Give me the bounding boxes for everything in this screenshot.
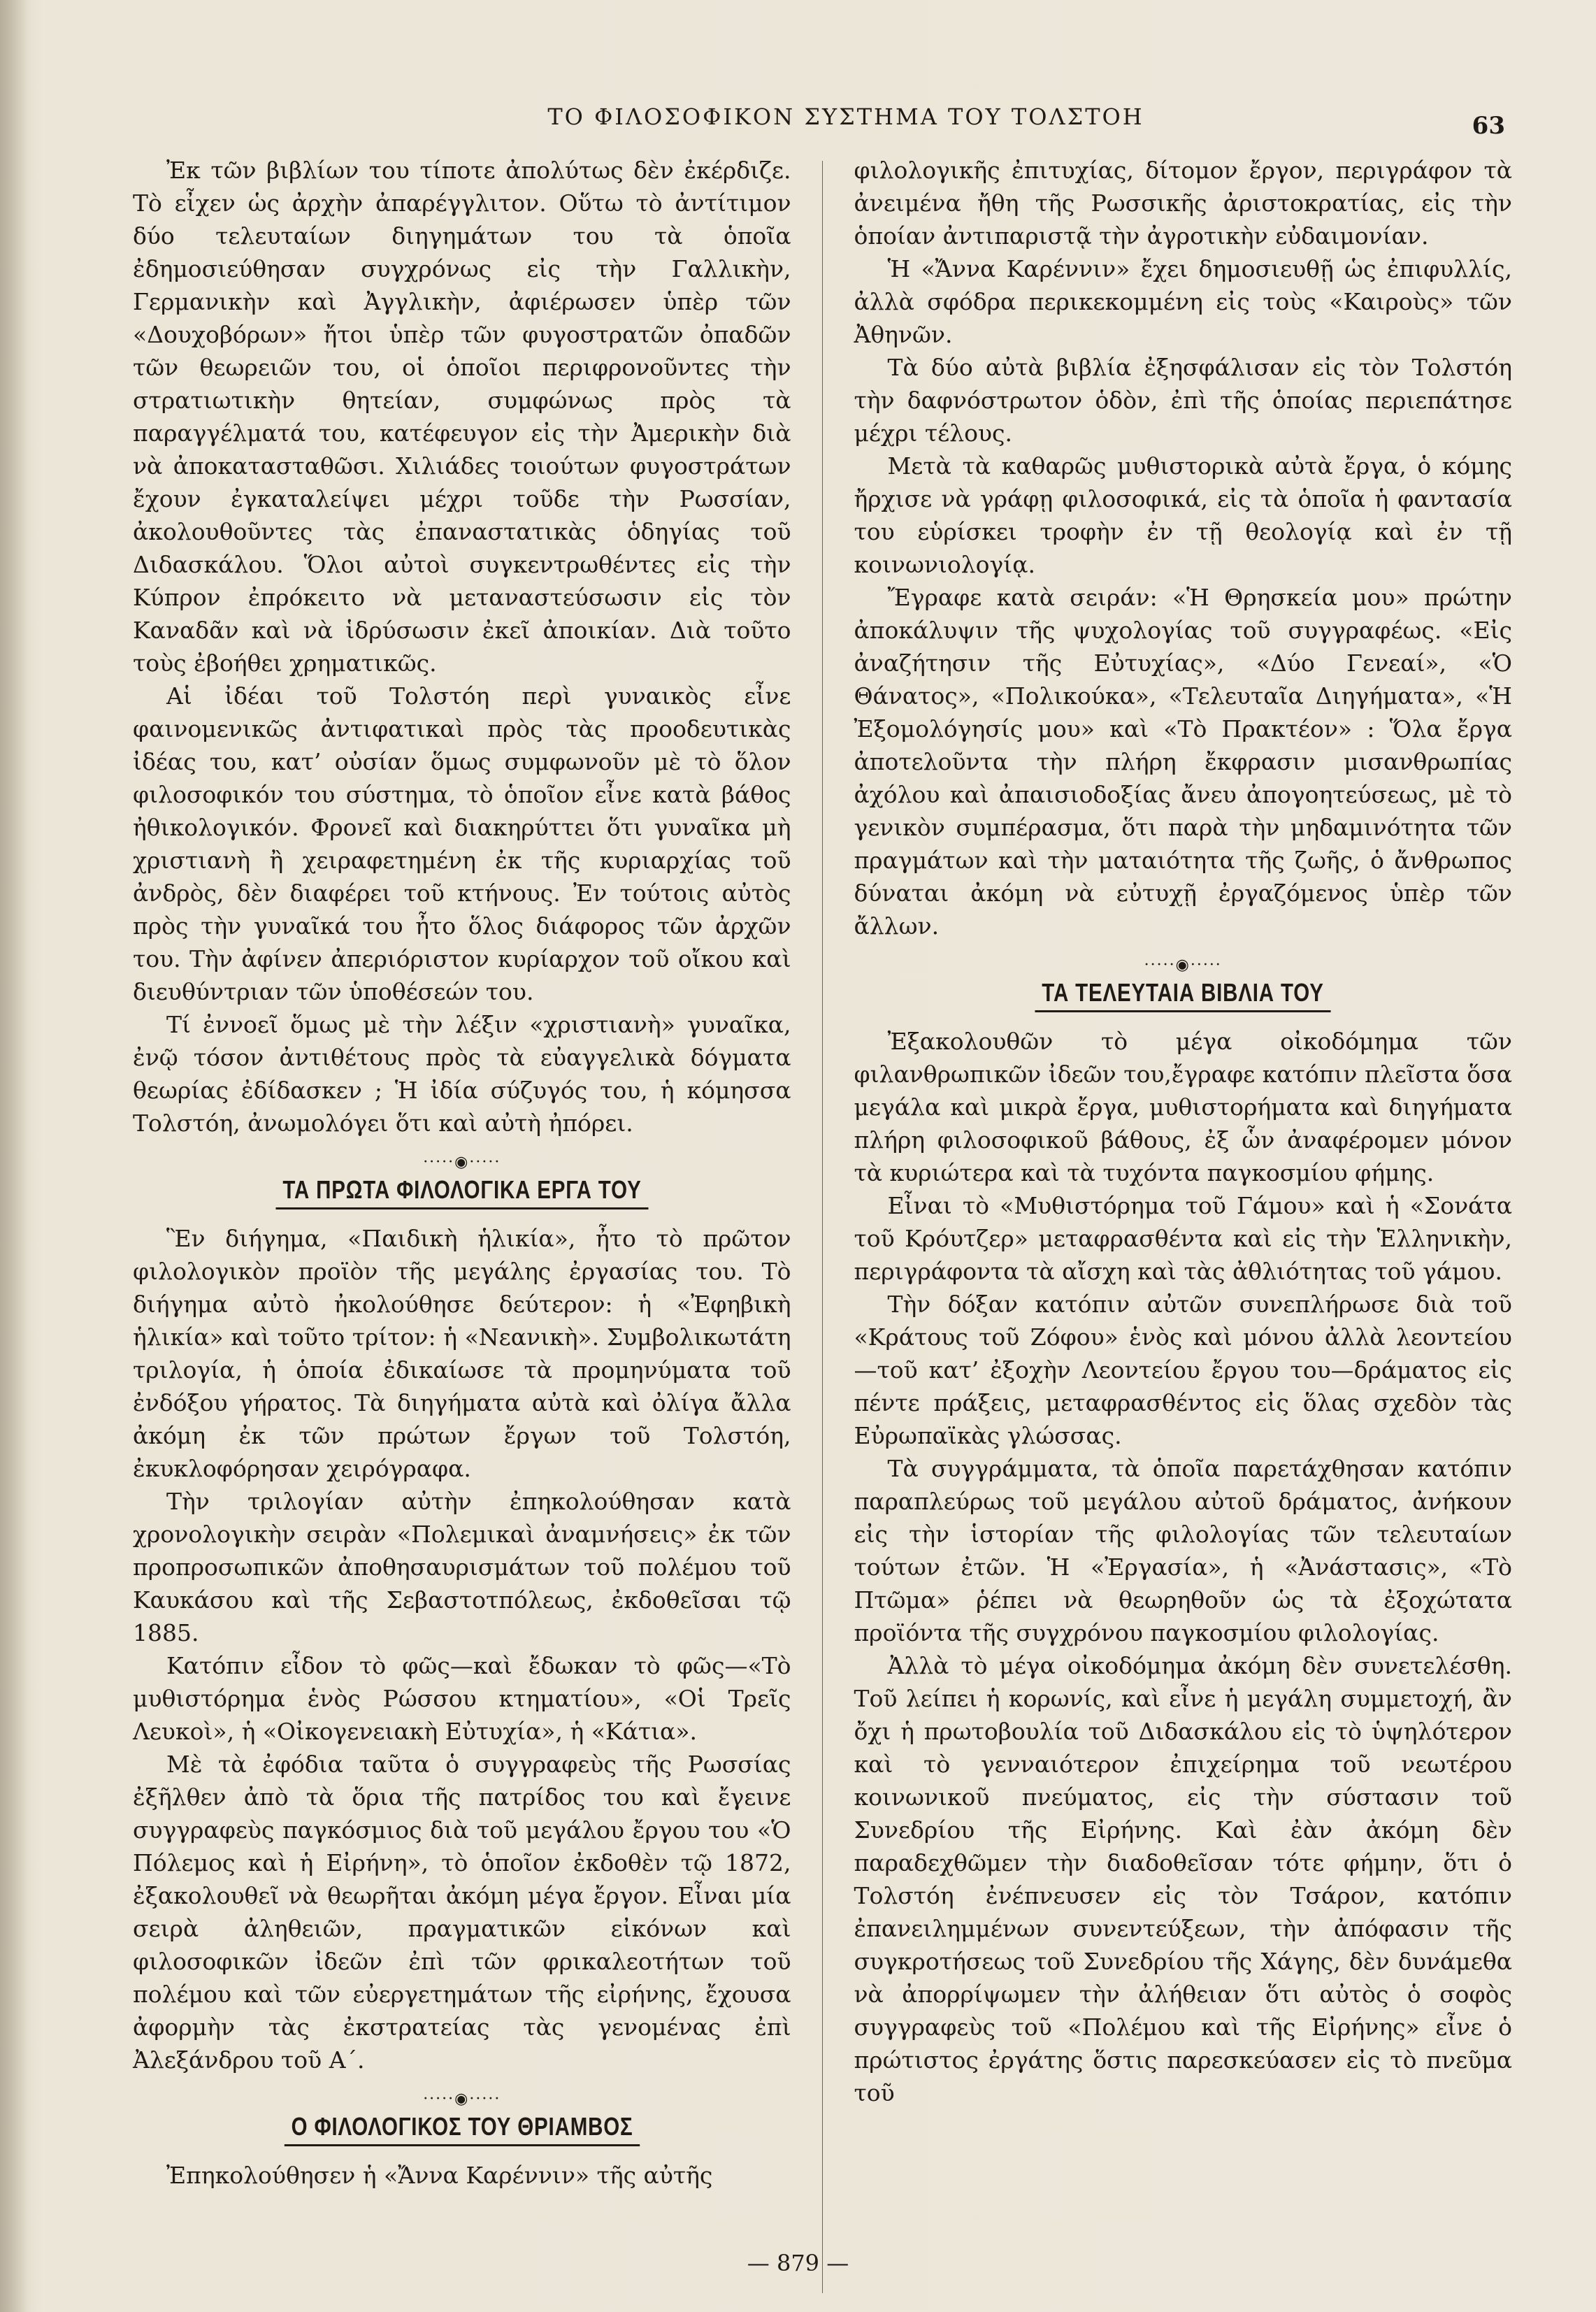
- ornament-divider: ·····◉·····: [423, 2090, 501, 2108]
- paragraph: Ἐκ τῶν βιβλίων του τίποτε ἀπολύτως δὲν ἐκέρδιζε. Τὸ εἶχεν ὡς ἀρχὴν ἀπαρέγγλιτον. Οὕτω τὸ ἀντίτιμον δύο τελευταίων διηγημάτων του τὰ ὁποῖα ἐδημοσιεύθησαν συγχρόνως εἰς τὴν Γαλλικὴν, Γερμανικὴν καὶ Ἀγγλικὴν, ἀφιέρωσεν ὑπὲρ τῶν «Δουχοβόρων» ἤτοι ὑπὲρ τῶν φυγοστρατῶν ὀπαδῶν τῶν θεωρειῶν του, οἱ ὁποῖοι περιφρονοῦντες τὴν στρατιωτικὴν θητείαν, συμφώνως πρὸς τὰ παραγγέλματά του, κατέφευγον εἰς τὴν Ἀμερικὴν διὰ νὰ ἀποκατασταθῶσι. Χιλιάδες τοιούτων φυγοστράτων ἔχουν ἐγκαταλείψει μέχρι τοῦδε τὴν Ρωσσίαν, ἀκολουθοῦντες τὰς ἐπαναστατικὰς ὁδηγίας τοῦ Διδασκάλου. Ὅλοι αὐτοὶ συγκεντρωθέντες εἰς τὴν Κύπρον ἐπρόκειτο νὰ μεταναστεύσωσιν εἰς τὸν Καναδᾶν καὶ νὰ ἱδρύσωσιν ἐκεῖ ἀποικίαν. Διὰ τοῦτο τοὺς ἐβοήθει χρηματικῶς.: [133, 157, 791, 677]
- left-column: [133, 154, 791, 2293]
- section-heading: [854, 978, 1512, 1012]
- footer-page-number: — 879 —: [747, 2250, 849, 2276]
- paragraph: Τί ἐννοεῖ ὅμως μὲ τὴν λέξιν «χριστιανὴ» γυναῖκα, ἐνῷ τόσον ἀντιθέτους πρὸς τὰ εὐαγγελικὰ δόγματα θεωρίας ἐδίδασκεν ; Ἡ ἰδία σύζυγός του, ἡ κόμησσα Τολστόη, ἀνωμολόγει ὅτι καὶ αὐτὴ ἠπόρει.: [133, 1011, 791, 1137]
- paragraph: Ἔγραφε κατὰ σειράν: «Ἡ Θρησκεία μου» πρώτην ἀποκάλυψιν τῆς ψυχολογίας τοῦ συγγραφέως. «Εἰς ἀναζήτησιν τῆς Εὐτυχίας», «Δύο Γενεαί», «Ὁ Θάνατος», «Πολικούκα», «Τελευταῖα Διηγήματα», «Ἡ Ἐξομολόγησίς μου» καὶ «Τὸ Πρακτέον» : Ὅλα ἔργα ἀποτελοῦντα τὴν πλήρη ἔκφρασιν μισανθρωπίας ἀχόλου καὶ ἀπαισιοδοξίας ἄνευ ἀπογοητεύσεως, μὲ τὸ γενικὸν συμπέρασμα, ὅτι παρὰ τὴν μηδαμινότητα τῶν πραγμάτων καὶ τὴν ματαιότητα τῆς ζωῆς, ὁ ἄνθρωπος δύναται ἀκόμη νὰ εὐτυχῇ ἐργαζόμενος ὑπὲρ τῶν ἄλλων.: [854, 584, 1512, 940]
- section-heading-text: ΤΑ ΤΕΛΕΥΤΑΙΑ ΒΙΒΛΙΑ ΤΟΥ: [1035, 978, 1331, 1012]
- paragraph: Μὲ τὰ ἐφόδια ταῦτα ὁ συγγραφεὺς τῆς Ρωσσίας ἐξῆλθεν ἀπὸ τὰ ὅρια τῆς πατρίδος του καὶ ἔγεινε συγγραφεὺς παγκόσμιος διὰ τοῦ μεγάλου ἔργου του «Ὁ Πόλεμος καὶ ἡ Εἰρήνη», τὸ ὁποῖον ἐκδοθὲν τῷ 1872, ἐξακολουθεῖ νὰ θεωρῆται ἀκόμη μέγα ἔργον. Εἶναι μία σειρὰ ἀληθειῶν, πραγματικῶν εἰκόνων καὶ φιλοσοφικῶν ἰδεῶν ἐπὶ τῶν φρικαλεοτήτων τοῦ πολέμου καὶ τῶν εὐεργετημάτων τῆς εἰρήνης, ἔχουσα ἀφορμὴν τὰς ἐκστρατείας τὰς γενομένας ἐπὶ Ἀλεξάνδρου τοῦ Α΄.: [133, 1751, 791, 2074]
- binding-shadow: [0, 0, 28, 2312]
- section-heading-text: Ο ΦΙΛΟΛΟΓΙΚΟΣ ΤΟΥ ΘΡΙΑΜΒΟΣ: [284, 2112, 640, 2146]
- paragraph: φιλολογικῆς ἐπιτυχίας, δίτομον ἔργον, περιγράφον τὰ ἀνειμένα ἤθη τῆς Ρωσσικῆς ἀριστοκρατίας, εἰς τὴν ὁποίαν ἀντιπαριστᾷ τὴν ἀγροτικὴν εὐδαιμονίαν.: [854, 157, 1512, 250]
- paragraph: Ἓν διήγημα, «Παιδικὴ ἡλικία», ἦτο τὸ πρῶτον φιλολογικὸν προϊὸν τῆς μεγάλης ἐργασίας του. Τὸ διήγημα αὐτὸ ἠκολούθησε δεύτερον: ἡ «Ἐφηβικὴ ἡλικία» καὶ τοῦτο τρίτον: ἡ «Νεανικὴ». Συμβολικωτάτη τριλογία, ἡ ὁποία ἐδικαίωσε τὰ προμηνύματα τοῦ ἐνδόξου γήρατος. Τὰ διηγήματα αὐτὰ καὶ ὀλίγα ἄλλα ἀκόμη ἐκ τῶν πρώτων ἔργων τοῦ Τολστόη, ἐκυκλοφόρησαν χειρόγραφα.: [133, 1225, 791, 1482]
- section-heading: [133, 2112, 791, 2146]
- running-title: ΤΟ ΦΙΛΟΣΟΦΙΚΟΝ ΣΥΣΤΗΜΑ ΤΟΥ ΤΟΛΣΤΟΗ: [547, 103, 1144, 130]
- page-number: 63: [1472, 112, 1505, 140]
- paragraph: Ἡ «Ἄννα Καρέννιν» ἔχει δημοσιευθῇ ὡς ἐπιφυλλίς, ἀλλὰ σφόδρα περικεκομμένη εἰς τοὺς «Καιροὺς» τῶν Ἀθηνῶν.: [854, 255, 1512, 348]
- paragraph: Τὰ συγγράμματα, τὰ ὁποῖα παρετάχθησαν κατόπιν παραπλεύρως τοῦ μεγάλου αὐτοῦ δράματος, ἀνήκουν εἰς τὴν ἱστορίαν τῆς φιλολογίας τῶν τελευταίων τούτων ἐτῶν. Ἡ «Ἐργασία», ἡ «Ἀνάστασις», «Τὸ Πτῶμα» ῥέπει νὰ θεωρηθοῦν ὡς τὰ ἐξοχώτατα προϊόντα τῆς συγχρόνου παγκοσμίου φιλολογίας.: [854, 1455, 1512, 1646]
- ornament-divider: ·····◉·····: [1144, 956, 1222, 974]
- paragraph: Αἱ ἰδέαι τοῦ Τολστόη περὶ γυναικὸς εἶνε φαινομενικῶς ἀντιφατικαὶ πρὸς τὰς προοδευτικὰς ἰδέας του, κατ’ οὐσίαν ὅμως συμφωνοῦν μὲ τὸ ὅλον φιλοσοφικόν του σύστημα, τὸ ὁποῖον εἶνε κατὰ βάθος ἠθικολογικόν. Φρονεῖ καὶ διακηρύττει ὅτι γυναῖκα μὴ χριστιανὴ ἢ χειραφετημένη ἐκ τῆς κυριαρχίας τοῦ ἀνδρὸς, δὲν διαφέρει τοῦ κτήνους. Ἐν τούτοις αὐτὸς πρὸς τὴν γυναῖκά του ἦτο ὅλος διάφορος τῶν ἀρχῶν του. Τὴν ἀφίνεν ἀπεριόριστον κυρίαρχον τοῦ οἴκου καὶ διευθύντριαν τῶν ὑποθέσεών του.: [133, 682, 791, 1005]
- text-columns: [133, 154, 1512, 2293]
- paragraph: Κατόπιν εἶδον τὸ φῶς—καὶ ἔδωκαν τὸ φῶς—«Τὸ μυθιστόρημα ἑνὸς Ρώσσου κτηματίου», «Οἱ Τρεῖς Λευκοὶ», ἡ «Οἰκογενειακὴ Εὐτυχία», ἡ «Κάτια».: [133, 1652, 791, 1745]
- column-rule: [822, 161, 824, 2293]
- paragraph: Εἶναι τὸ «Μυθιστόρημα τοῦ Γάμου» καὶ ἡ «Σονάτα τοῦ Κρόυτζερ» μεταφρασθέντα καὶ εἰς τὴν Ἑλληνικὴν, περιγράφοντα τὰ αἴσχη καὶ τὰς ἀθλιότητας τοῦ γάμου.: [854, 1192, 1512, 1285]
- ornament-divider: ·····◉·····: [423, 1154, 501, 1171]
- section-heading: [133, 1175, 791, 1209]
- page-header: [133, 98, 1512, 154]
- paragraph: Τὰ δύο αὐτὰ βιβλία ἐξησφάλισαν εἰς τὸν Τολστόη τὴν δαφνόστρωτον ὁδὸν, ἐπὶ τῆς ὁποίας περιεπάτησε μέχρι τέλους.: [854, 354, 1512, 447]
- paragraph: Ἀλλὰ τὸ μέγα οἰκοδόμημα ἀκόμη δὲν συνετελέσθη. Τοῦ λείπει ἡ κορωνίς, καὶ εἶνε ἡ μεγάλη συμμετοχή, ἂν ὄχι ἡ πρωτοβουλία τοῦ Διδασκάλου εἰς τὸ ὑψηλότερον καὶ τὸ γενναιότερον ἐπιχείρημα τοῦ νεωτέρου κοινωνικοῦ πνεύματος, εἰς τὴν σύστασιν τοῦ Συνεδρίου τῆς Εἰρήνης. Καὶ ἐὰν ἀκόμη δὲν παραδεχθῶμεν τὴν διαδοθεῖσαν τότε φήμην, ὅτι ὁ Τολστόη ἐνέπνευσεν εἰς τὸν Τσάρον, κατόπιν ἐπανειλημμένων συνεντεύξεων, τὴν ἀπόφασιν τῆς συγκροτήσεως τοῦ Συνεδρίου τῆς Χάγης, δὲν δυνάμεθα νὰ ἀπορρίψωμεν τὴν ἀλήθειαν ὅτι αὐτὸς ὁ σοφὸς συγγραφεὺς τοῦ «Πολέμου καὶ τῆς Εἰρήνης» εἶνε ὁ πρώτιστος ἐργάτης ὅστις παρεσκεύασεν εἰς τὸ πνεῦμα τοῦ: [854, 1652, 1512, 2106]
- section-heading-text: ΤΑ ΠΡΩΤΑ ΦΙΛΟΛΟΓΙΚΑ ΕΡΓΑ ΤΟΥ: [275, 1175, 648, 1209]
- paragraph: Τὴν τριλογίαν αὐτὴν ἐπηκολούθησαν κατὰ χρονολογικὴν σειρὰν «Πολεμικαὶ ἀναμνήσεις» ἐκ τῶν προπροσωπικῶν ἀποθησαυρισμάτων τοῦ πολέμου τοῦ Καυκάσου καὶ τῆς Σεβαστοτπόλεως, ἐκδοθεῖσαι τῷ 1885.: [133, 1488, 791, 1646]
- paragraph: Ἐξακολουθῶν τὸ μέγα οἰκοδόμημα τῶν φιλανθρωπικῶν ἰδεῶν του,ἔγραφε κατόπιν πλεῖστα ὅσα μεγάλα καὶ μικρὰ ἔργα, μυθιστορήματα καὶ διηγήματα πλήρη φιλοσοφικοῦ βάθους, ἐξ ὧν ἀναφέρομεν μόνον τὰ κυριώτερα καὶ τὰ τυχόντα παγκοσμίου φήμης.: [854, 1028, 1512, 1186]
- right-column: [854, 154, 1512, 2293]
- paragraph: Ἐπηκολούθησεν ἡ «Ἄννα Καρέννιν» τῆς αὐτῆς: [166, 2162, 713, 2189]
- paragraph: Τὴν δόξαν κατόπιν αὐτῶν συνεπλήρωσε διὰ τοῦ «Κράτους τοῦ Ζόφου» ἑνὸς καὶ μόνου ἀλλὰ λεοντείου —τοῦ κατ’ ἐξοχὴν Λεοντείου ἔργου του—δράματος εἰς πέντε πράξεις, μεταφρασθέντος εἰς ὅλας σχεδὸν τὰς Εὐρωπαϊκὰς γλώσσας.: [854, 1291, 1512, 1449]
- paragraph: Μετὰ τὰ καθαρῶς μυθιστορικὰ αὐτὰ ἔργα, ὁ κόμης ἤρχισε νὰ γράφῃ φιλοσοφικά, εἰς τὰ ὁποῖα ἡ φαντασία του εὑρίσκει τροφὴν ἐν τῇ θεολογίᾳ καὶ ἐν τῇ κοινωνιολογίᾳ.: [854, 452, 1512, 578]
